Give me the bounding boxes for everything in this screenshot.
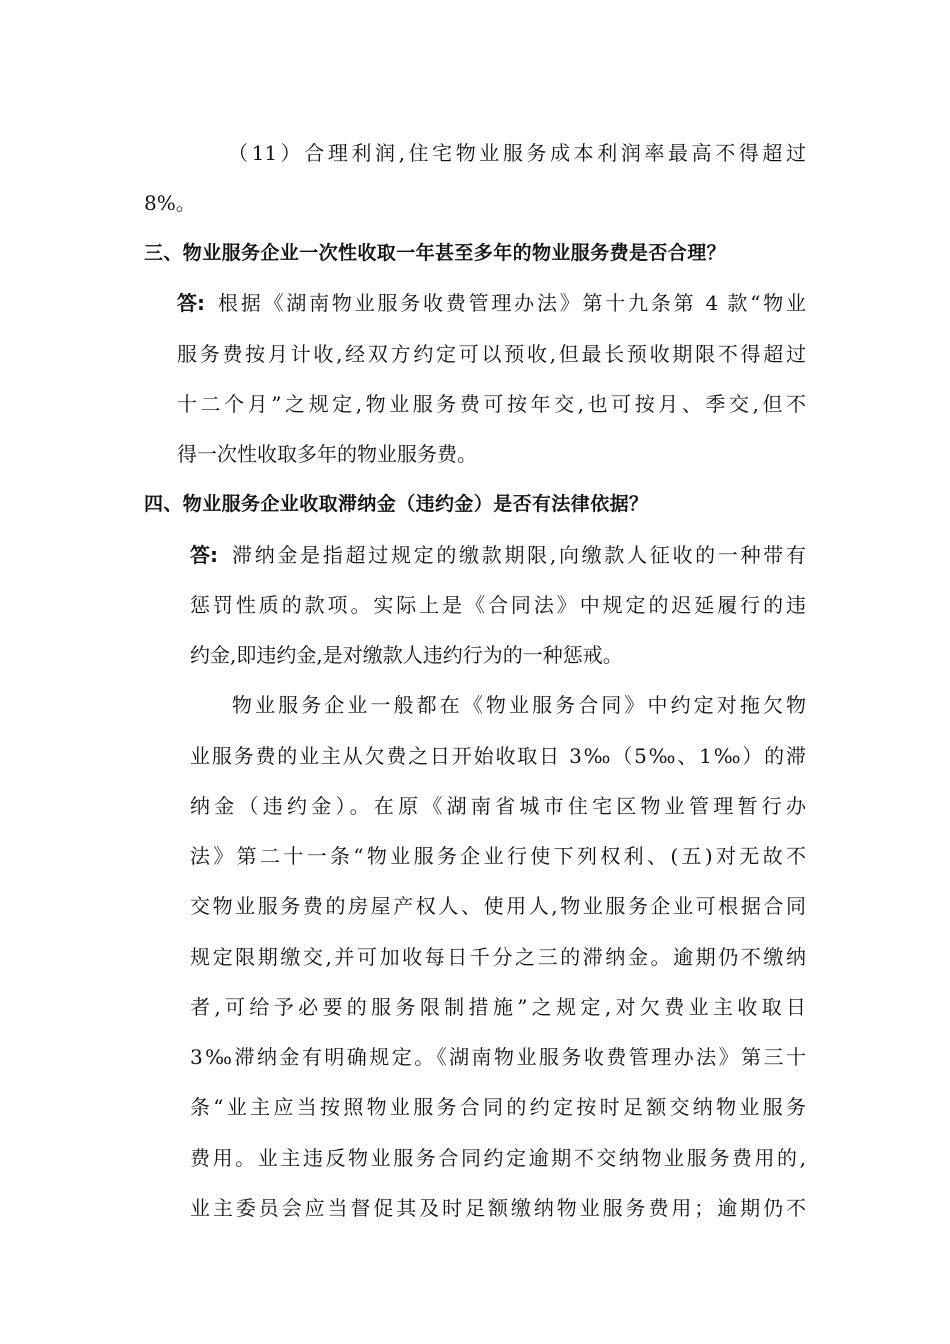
q4-para-line: 物业服务企业一般都在《物业服务合同》中约定对拖欠物	[232, 693, 806, 717]
q4-para-line: 3‰滞纳金有明确规定。《湖南物业服务收费管理办法》第三十	[190, 1045, 806, 1069]
q4-para-line: 法》第二十一条“物业服务企业行使下列权利、(五)对无故不	[190, 844, 806, 868]
q3-answer-line4: 得一次性收取多年的物业服务费。	[177, 442, 477, 466]
q3-heading: 三、物业服务企业一次性收取一年甚至多年的物业服务费是否合理？	[144, 242, 727, 264]
q4-para-line: 费用。业主违反物业服务合同约定逾期不交纳物业服务费用的,	[190, 1146, 806, 1170]
q3-answer-label: 答:	[177, 291, 205, 315]
q4-answer-line1: 滞纳金是指超过规定的缴款期限,向缴款人征收的一种带有	[232, 543, 806, 567]
q3-answer-line1: 根据《湖南物业服务收费管理办法》第十九条第 4 款“物业	[218, 291, 806, 315]
q4-answer-line2: 惩罚性质的款项。实际上是《合同法》中规定的迟延履行的违	[190, 593, 806, 617]
p11-line1: （11）合理利润,住宅物业服务成本利润率最高不得超过	[228, 141, 806, 165]
q4-para-line: 规定限期缴交,并可加收每日千分之三的滞纳金。逾期仍不缴纳	[190, 945, 806, 969]
q4-para-line: 业服务费的业主从欠费之日开始收取日 3‰（5‰、1‰）的滞	[190, 744, 806, 768]
q4-para-line: 纳金（违约金）。在原《湖南省城市住宅区物业管理暂行办	[190, 794, 806, 818]
q4-answer-label: 答:	[190, 543, 218, 567]
q4-heading: 四、物业服务企业收取滞纳金（违约金）是否有法律依据？	[144, 493, 649, 515]
q4-para-line: 交物业服务费的房屋产权人、使用人,物业服务企业可根据合同	[190, 894, 806, 918]
q4-answer-line3: 约金,即违约金,是对缴款人违约行为的一种惩戒。	[190, 643, 623, 667]
q3-answer-line2: 服务费按月计收,经双方约定可以预收,但最长预收期限不得超过	[177, 342, 806, 366]
q4-para-line: 条“业主应当按照物业服务合同的约定按时足额交纳物业服务	[190, 1095, 806, 1119]
p11-line2: 8%。	[144, 191, 196, 215]
q4-para-line: 业主委员会应当督促其及时足额缴纳物业服务费用；逾期仍不	[190, 1196, 806, 1220]
q3-answer-line3: 十二个月”之规定,物业服务费可按年交,也可按月、季交,但不	[177, 392, 806, 416]
q4-para-line: 者,可给予必要的服务限制措施”之规定,对欠费业主收取日	[190, 995, 806, 1019]
